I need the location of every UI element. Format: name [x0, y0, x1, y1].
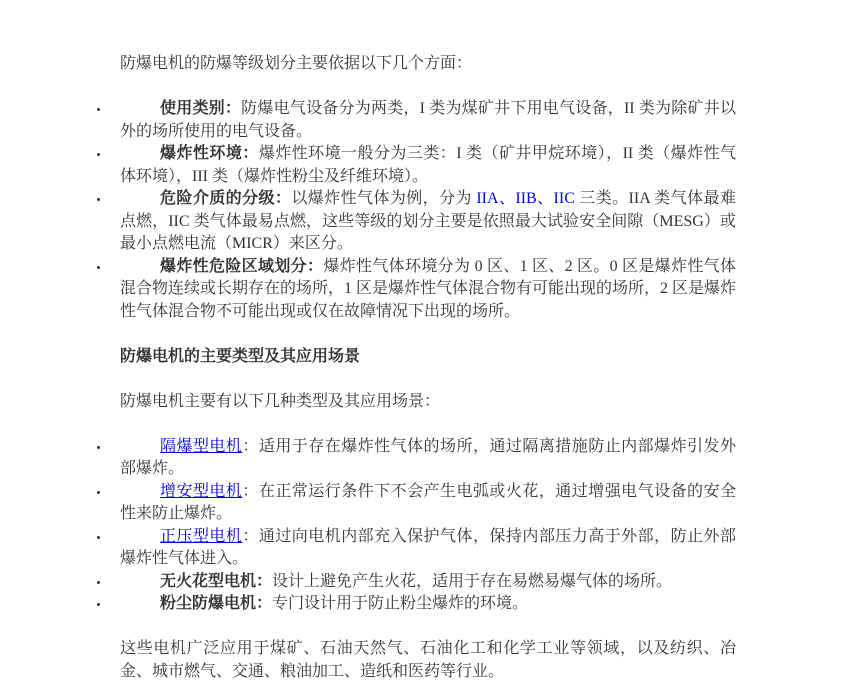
term-text: 以爆炸性气体为例，分为	[291, 190, 477, 207]
bullet-icon	[97, 536, 100, 539]
types-intro-paragraph: 防爆电机主要有以下几种类型及其应用场景：	[120, 392, 441, 410]
intro-paragraph: 防爆电机的防爆等级划分主要依据以下几个方面：	[120, 55, 473, 72]
term-colon: ：	[256, 572, 273, 590]
bullet-icon	[97, 153, 100, 156]
list-item	[120, 143, 736, 188]
term-link[interactable]: 增安型电机	[160, 482, 243, 500]
list-item	[120, 593, 736, 616]
bullet-icon	[97, 491, 100, 494]
term-label: 爆炸性危险区域划分	[160, 257, 307, 275]
term-label: 使用类别	[160, 100, 225, 117]
list-item	[120, 526, 736, 571]
term-text: 防爆电气设备分为两类，I 类为煤矿井下用电气设备，II 类为除矿井以外的场所使用的电气设备。	[120, 100, 736, 140]
types-list	[120, 436, 736, 616]
document-page	[120, 53, 736, 683]
term-text: 爆炸性气体环境分为 0 区、1 区、2 区。0 区是爆炸性气体混合物连续或长期存在的场所，1 区是爆炸性气体混合物有可能出现的场所，2 区是爆炸性气体混合物不可能出现或仅在故障情况下出现的场所。	[120, 257, 737, 320]
bullet-icon	[97, 446, 100, 449]
term-colon: ：	[224, 100, 242, 117]
term-colon: ：	[242, 145, 259, 162]
term-colon: ：	[274, 190, 292, 207]
bullet-icon	[97, 603, 100, 606]
term-text: 爆炸性环境一般分为三类：I 类（矿井甲烷环境），II 类（爆炸性气体环境），III 类（爆炸性粉尘及纤维环境）。	[120, 145, 736, 185]
classification-list	[120, 98, 736, 323]
term-text: 三类。IIA 类气体最难点燃，IIC 类气体最易点燃，这些等级的划分主要是依照最大试验安全间隙（MESG）或最小点燃电流（MICR）来区分。	[120, 190, 736, 252]
closing-paragraph: 这些电机广泛应用于煤矿、石油天然气、石油化工和化学工业等领域，以及纺织、冶金、城市燃气、交通、粮油加工、造纸和医药等行业。	[120, 640, 736, 680]
term-link[interactable]: 隔爆型电机	[160, 437, 243, 455]
bullet-icon	[97, 198, 100, 201]
term-label: 爆炸性环境	[160, 145, 243, 162]
term-text: 适用于存在爆炸性气体的场所，通过隔离措施防止内部爆炸引发外部爆炸。	[120, 437, 736, 477]
bullet-icon	[97, 266, 100, 269]
term-colon: ：	[242, 482, 259, 500]
list-item	[120, 98, 736, 143]
term-text: 专门设计用于防止粉尘爆炸的环境。	[272, 595, 529, 612]
gas-group-link[interactable]: IIA、IIB、IIC	[476, 190, 575, 207]
bullet-icon	[97, 581, 100, 584]
term-colon: ：	[242, 437, 259, 455]
term-text: 在正常运行条件下不会产生电弧或火花，通过增强电气设备的安全性来防止爆炸。	[120, 482, 736, 522]
section-heading: 防爆电机的主要类型及其应用场景	[120, 347, 361, 365]
list-item	[120, 188, 736, 256]
bullet-icon	[97, 108, 100, 111]
term-colon: ：	[242, 527, 259, 545]
list-item	[120, 481, 736, 526]
list-item	[120, 571, 736, 594]
term-text: 通过向电机内部充入保护气体，保持内部压力高于外部，防止外部爆炸性气体进入。	[120, 527, 736, 567]
term-colon: ：	[307, 257, 324, 275]
term-colon: ：	[256, 595, 273, 612]
term-label: 危险介质的分级	[160, 190, 275, 207]
list-item	[120, 436, 736, 481]
term-label: 粉尘防爆电机	[160, 595, 257, 612]
term-link[interactable]: 正压型电机	[160, 527, 243, 545]
list-item	[120, 256, 736, 324]
term-label: 无火花型电机	[160, 572, 257, 590]
term-text: 设计上避免产生火花，适用于存在易燃易爆气体的场所。	[272, 572, 673, 590]
